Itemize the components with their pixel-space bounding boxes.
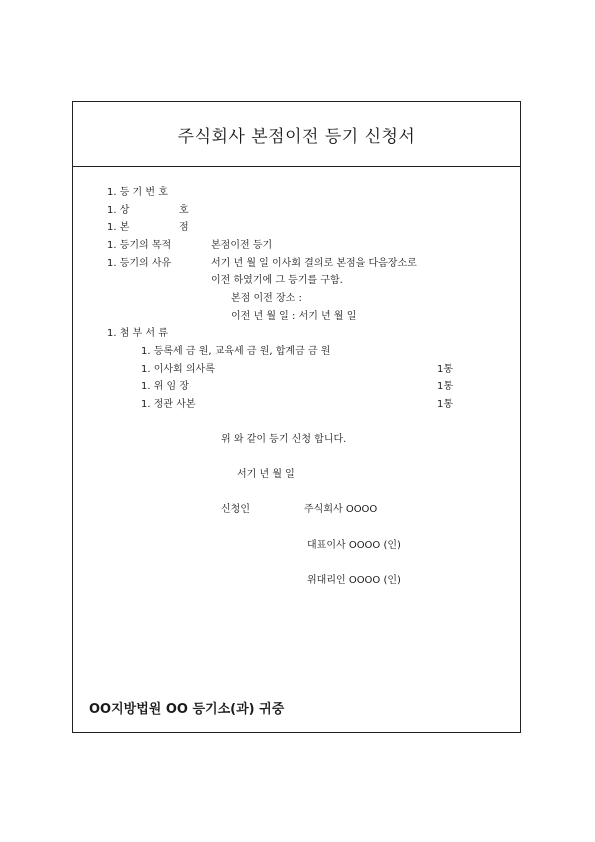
representative-line: 대표이사 OOOO (인) — [307, 540, 401, 551]
attachment-name: 1. 위 임 장 — [141, 381, 190, 392]
attachment-count: 1통 — [437, 364, 454, 375]
purpose-label: 1. 등기의 목적 — [107, 240, 172, 251]
cause-line-2: 이전 하였기에 그 등기를 구함. — [211, 275, 343, 286]
date-line: 서기 년 월 일 — [237, 469, 295, 480]
cause-line-1: 서기 년 월 일 이사회 결의로 본점을 다음장소로 — [211, 258, 417, 269]
head-office-label-suffix: 점 — [179, 222, 189, 233]
registration-number-label: 1. 등 기 번 호 — [107, 187, 168, 198]
title-box — [73, 102, 520, 167]
attachments-label: 1. 첨 부 서 류 — [107, 328, 168, 339]
court-registry-footer: OO지방법원 OO 등기소(과) 귀중 — [89, 702, 285, 717]
trade-name-label: 1. 상 — [107, 205, 130, 216]
new-place-label: 본점 이전 장소 : — [231, 293, 302, 304]
attachment-name: 1. 이사회 의사록 — [141, 364, 215, 375]
application-form — [72, 101, 521, 733]
head-office-label: 1. 본 — [107, 222, 130, 233]
request-statement: 위 와 같이 등기 신청 합니다. — [221, 434, 347, 445]
move-date-line: 이전 년 월 일 : 서기 년 월 일 — [231, 311, 357, 322]
attachment-count: 1통 — [437, 381, 454, 392]
attachment-name: 1. 정관 사본 — [141, 399, 196, 410]
attachment-count: 1통 — [437, 399, 454, 410]
tax-line: 1. 등록세 금 원, 교육세 금 원, 합계금 금 원 — [141, 346, 331, 357]
purpose-value: 본점이전 등기 — [211, 240, 273, 251]
applicant-label: 신청인 — [221, 504, 250, 515]
form-title: 주식회사 본점이전 등기 신청서 — [177, 126, 416, 147]
cause-label: 1. 등기의 사유 — [107, 258, 172, 269]
trade-name-label-suffix: 호 — [179, 205, 189, 216]
agent-line: 위대리인 OOOO (인) — [307, 575, 401, 586]
company-name: 주식회사 OOOO — [304, 504, 378, 515]
